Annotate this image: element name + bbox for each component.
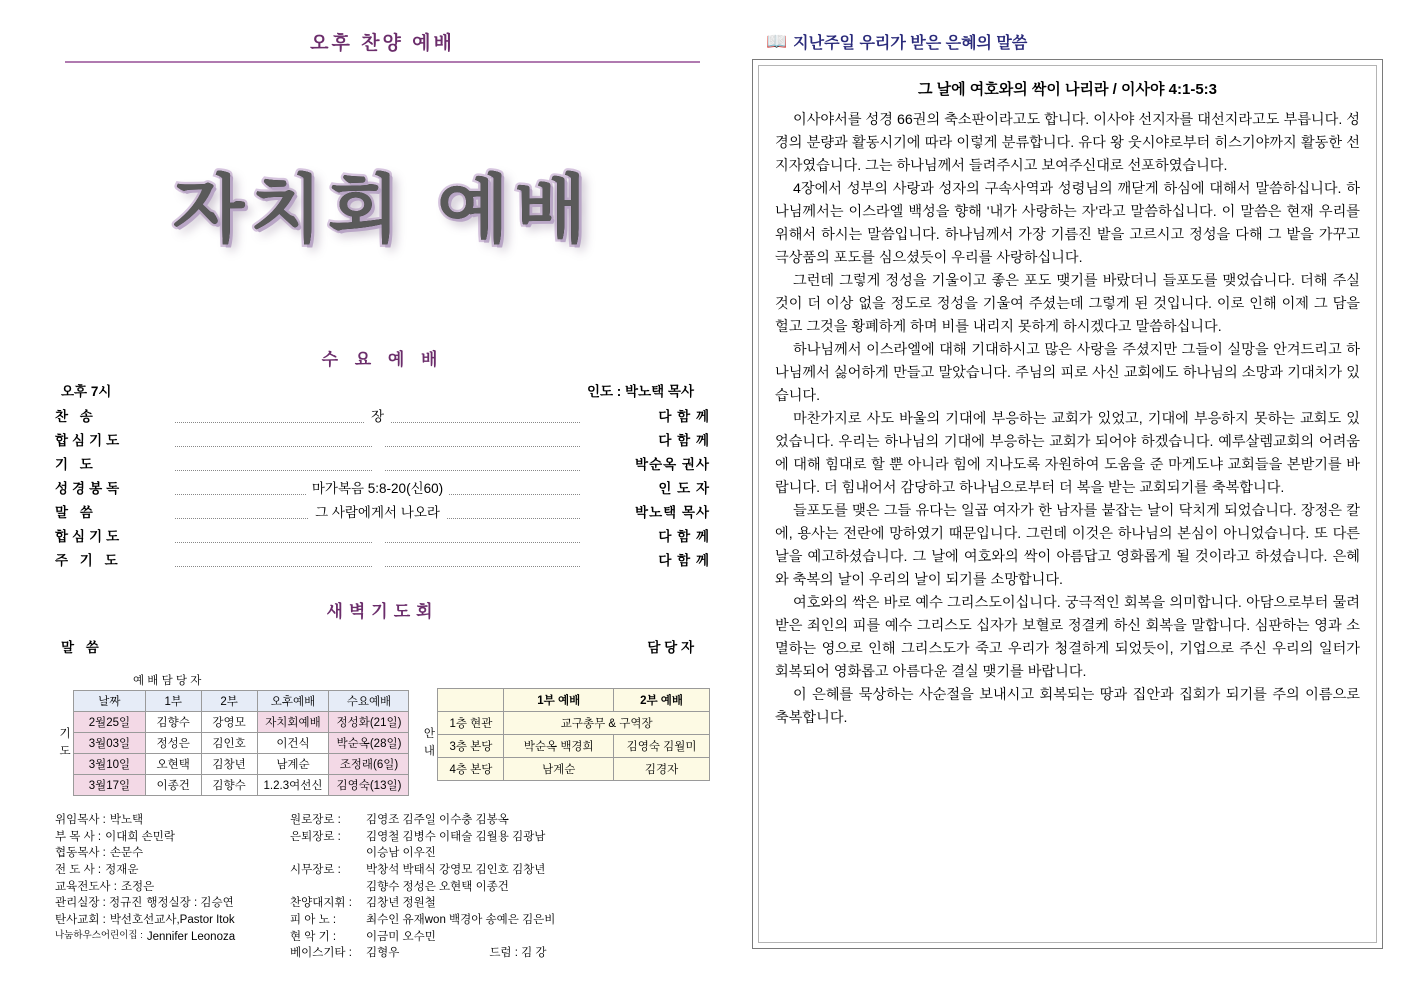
staff-names: 김향수 정성은 오현택 이종건 bbox=[366, 880, 509, 893]
staff-names: 최수인 유재won 백경아 송예은 김은비 bbox=[366, 914, 556, 927]
sermon-inner bbox=[758, 65, 1377, 943]
order-detail bbox=[175, 547, 580, 571]
order-detail-text bbox=[372, 554, 384, 569]
staff-entry bbox=[55, 812, 274, 829]
afternoon-service-title: 오후 찬양 예배 bbox=[310, 33, 455, 54]
order-detail-text bbox=[372, 434, 384, 449]
staff-names: Jennifer Leonoza bbox=[146, 930, 236, 943]
table-row bbox=[74, 754, 409, 775]
staff-entry bbox=[290, 929, 694, 946]
staff-entry bbox=[55, 929, 274, 946]
staff-names: 이금미 오수민 bbox=[366, 930, 436, 943]
staff-names: 김영조 김주일 이수충 김봉옥 bbox=[366, 814, 509, 826]
order-detail-text bbox=[372, 530, 384, 545]
wednesday-header bbox=[55, 380, 710, 403]
sermon-body bbox=[775, 109, 1360, 730]
banner-title: 자치회 예배 bbox=[172, 167, 593, 253]
cell-wednesday: 정성화(21일) bbox=[329, 712, 409, 733]
right-column bbox=[740, 0, 1403, 992]
order-row bbox=[55, 451, 710, 475]
sermon-paragraph: 여호와의 싹은 바로 예수 그리스도이십니다. 궁극적인 회복을 의미합니다. 아담으로부터 물려받은 죄인의 피를 예수 그리스도 십자가 보혈로 정결케 하신 회복을 말합니다. 심판하는 영과 소멸하는 영으로 인해 그리스도가 죽고 우리가 청결하게 되었듯이, 기업으로 주신 우리의 일터가 회복되어 영화롭고 아름다운 결실 맺기를 바랍니다. bbox=[775, 595, 1360, 680]
cell-second: 김향수 bbox=[201, 775, 257, 796]
col-afternoon: 오후예배 bbox=[257, 691, 329, 712]
staff-role bbox=[290, 879, 362, 896]
cell-floor: 4층 본당 bbox=[438, 758, 504, 781]
schedule-section bbox=[55, 672, 710, 796]
staff-names: 박선호선교사,Pastor Itok bbox=[109, 914, 235, 927]
dawn-prayer-header bbox=[55, 632, 710, 660]
order-detail-text: 그 사람에게서 나오라 bbox=[309, 505, 446, 520]
guide-vertical-label: 안내 bbox=[422, 727, 435, 762]
col-first: 1부 bbox=[145, 691, 201, 712]
staff-role: 베이스기타 : bbox=[290, 947, 352, 960]
table-header-row bbox=[438, 689, 710, 712]
staff-entry bbox=[290, 895, 694, 912]
staff-entry bbox=[290, 829, 694, 846]
staff-role: 나눔하우스어린이집 : bbox=[55, 929, 143, 941]
staff-entry bbox=[55, 912, 274, 929]
cell-duty: 교구총무 & 구역장 bbox=[504, 712, 710, 735]
order-detail-text: 마가복음 5:8-20(신60) bbox=[306, 481, 449, 496]
staff-role: 원로장로 : bbox=[290, 814, 341, 826]
order-person: 다 함 께 bbox=[658, 433, 710, 448]
staff-names: 조정은 bbox=[120, 880, 155, 893]
staff-role: 은퇴장로 : bbox=[290, 830, 341, 843]
table-header-row bbox=[74, 691, 409, 712]
wednesday-service-title: 수 요 예 배 bbox=[321, 350, 444, 369]
cell-date: 2월25일 bbox=[74, 712, 146, 733]
staff-names: 박창석 박태식 강영모 김인호 김창년 bbox=[366, 864, 546, 877]
order-detail bbox=[175, 499, 580, 523]
order-label: 기 도 bbox=[55, 457, 97, 472]
table-row bbox=[438, 735, 710, 758]
order-label: 합심기도 bbox=[55, 433, 124, 448]
cell-second: 김인호 bbox=[201, 733, 257, 754]
cell-afternoon: 남계순 bbox=[257, 754, 329, 775]
staff-role: 전 도 사 : bbox=[55, 864, 102, 877]
sermon-paragraph: 마찬가지로 사도 바울의 기대에 부응하는 교회가 있었고, 기대에 부응하지 못하는 교회도 있었습니다. 우리는 하나님의 기대에 부응하는 교회가 되어야 하겠습니다. 예루살렘교회의 어려움에 대해 힘대로 할 뿐 아니라 힘에 지나도록 자원하여 도움을 준 마게도냐 교회들을 본받기를 바랍니다. 더 힘내어서 감당하고 하나님으로부터 더 복을 받는 교회되기를 축복합니다. bbox=[775, 411, 1360, 496]
staff-entry bbox=[290, 912, 694, 929]
worship-duty-block bbox=[55, 672, 409, 796]
staff-names: 이대희 손민락 bbox=[105, 830, 175, 843]
staff-role: 탄사교회 : bbox=[55, 914, 106, 927]
order-row bbox=[55, 523, 710, 547]
order-detail bbox=[175, 475, 580, 499]
col-date: 날짜 bbox=[74, 691, 146, 712]
cell-second-service: 김영숙 김월미 bbox=[614, 735, 710, 758]
staff-entry bbox=[290, 862, 694, 879]
cell-date: 3월03일 bbox=[74, 733, 146, 754]
col-wednesday: 수요예배 bbox=[329, 691, 409, 712]
staff-role: 관리실장 : 정규진 bbox=[55, 897, 143, 910]
schedule-caption: 예 배 담 당 자 bbox=[133, 675, 202, 687]
sermon-paragraph: 들포도를 맺은 그들 유다는 일곱 여자가 한 남자를 붙잡는 날이 닥치게 되었습니다. 장정은 칼에, 용사는 전란에 망하였기 때문입니다. 그런데 이것은 하나님의 본심이 아니었습니다. 또 다른 날을 예고하셨습니다. 그 날에 여호와의 싹이 아름답고 영화롭게 될 것이라고 하셨습니다. 은혜와 축복의 날이 우리의 날이 되기를 소망합니다. bbox=[775, 503, 1360, 588]
cell-first-service: 박순옥 백경희 bbox=[504, 735, 614, 758]
order-row bbox=[55, 403, 710, 427]
cell-afternoon: 자치회예배 bbox=[257, 712, 329, 733]
cell-second: 강영모 bbox=[201, 712, 257, 733]
table-row bbox=[74, 712, 409, 733]
col-second: 2부 bbox=[201, 691, 257, 712]
staff-names: 김창년 정원철 bbox=[366, 897, 436, 910]
staff-role: 협동목사 : bbox=[55, 847, 106, 860]
cell-first: 김향수 bbox=[145, 712, 201, 733]
staff-names: 박노택 bbox=[109, 814, 144, 826]
sermon-paragraph: 이 은혜를 묵상하는 사순절을 보내시고 회복되는 땅과 집안과 집회가 되기를 주의 이름으로 축복합니다. bbox=[775, 687, 1360, 726]
banner-area bbox=[55, 89, 710, 319]
staff-role: 시무장로 : bbox=[290, 864, 341, 877]
sermon-paragraph: 하나님께서 이스라엘에 대해 기대하시고 많은 사랑을 주셨지만 그들이 실망을 안겨드리고 하나님께서 싫어하게 만들고 말았습니다. 주님의 피로 사신 교회에도 하나님의 소망과 기대치가 있습니다. bbox=[775, 342, 1360, 404]
table-row bbox=[438, 712, 710, 735]
dawn-label: 말 씀 bbox=[61, 640, 103, 655]
order-label: 말 씀 bbox=[55, 505, 97, 520]
cell-wednesday: 박순옥(28일) bbox=[329, 733, 409, 754]
worship-duty-table bbox=[73, 690, 409, 796]
staff-column-left bbox=[55, 812, 290, 962]
dawn-person-header: 담 당 자 bbox=[647, 640, 694, 655]
cell-date: 3월17일 bbox=[74, 775, 146, 796]
staff-entry bbox=[55, 895, 274, 912]
staff-entry bbox=[55, 862, 274, 879]
order-label: 찬 송 bbox=[55, 409, 97, 424]
order-row bbox=[55, 499, 710, 523]
cell-first: 오현택 bbox=[145, 754, 201, 775]
cell-first: 정성은 bbox=[145, 733, 201, 754]
sermon-paragraph: 이사야서를 성경 66권의 축소판이라고도 합니다. 이사야 선지자를 대선지라고도 부릅니다. 성경의 분량과 활동시기에 따라 이렇게 분류합니다. 유다 왕 웃시야로부터 히스기야까지 활동한 선지자였습니다. 그는 하나님께서 들려주시고 보여주신대로 선포하였습니다. bbox=[775, 112, 1360, 174]
staff-names: 김형우 bbox=[366, 947, 400, 960]
staff-entry bbox=[290, 812, 694, 829]
wednesday-leader: 인도 : 박노택 목사 bbox=[586, 384, 694, 399]
order-detail bbox=[175, 523, 580, 547]
book-icon: 📖 bbox=[766, 31, 788, 51]
schedule-vertical-label: 기도 bbox=[58, 726, 70, 762]
wednesday-time: 오후 7시 bbox=[61, 384, 112, 399]
cell-second-service: 김경자 bbox=[614, 758, 710, 781]
cell-floor: 3층 본당 bbox=[438, 735, 504, 758]
order-detail-text: 장 bbox=[365, 409, 390, 424]
staff-drum: 드럼 : 김 강 bbox=[489, 947, 547, 960]
usher-table bbox=[437, 688, 710, 781]
order-person: 박순옥 권사 bbox=[635, 457, 710, 472]
wednesday-order-table bbox=[55, 403, 710, 571]
staff-names: 김영철 김병수 이태술 김월용 김광남 bbox=[366, 830, 546, 843]
divider-top bbox=[65, 61, 700, 63]
staff-names: 행정실장 : 김승연 bbox=[146, 897, 234, 910]
staff-entry bbox=[290, 845, 694, 862]
order-person: 다 함 께 bbox=[658, 553, 710, 568]
staff-role: 현 악 기 : bbox=[290, 930, 337, 943]
cell-floor: 1층 현관 bbox=[438, 712, 504, 735]
order-detail bbox=[175, 427, 580, 451]
staff-directory bbox=[55, 812, 710, 962]
table-row bbox=[74, 775, 409, 796]
sermon-title: 그 날에 여호와의 싹이 나리라 / 이사야 4:1-5:3 bbox=[917, 81, 1218, 98]
order-label: 합심기도 bbox=[55, 529, 124, 544]
cell-first-service: 남계순 bbox=[504, 758, 614, 781]
sermon-paragraph: 4장에서 성부의 사랑과 성자의 구속사역과 성령님의 깨닫게 하심에 대해서 말씀하십니다. 하나님께서는 이스라엘 백성을 향해 '내가 사랑하는 자'라고 말씀하십니다. 이 말씀은 현재 우리를 위해서 하시는 말씀입니다. 하나님께서 가장 기름진 밭을 고르시고 정성을 다해 그 밭을 가꾸고 극상품의 포도를 심으셨듯이 우리를 사랑하십니다. bbox=[775, 181, 1360, 266]
staff-entry bbox=[290, 879, 694, 896]
staff-names: 정재운 bbox=[105, 864, 139, 877]
staff-role bbox=[290, 845, 362, 862]
staff-role: 찬양대지휘 : bbox=[290, 897, 352, 910]
cell-first: 이종건 bbox=[145, 775, 201, 796]
col-floor bbox=[438, 689, 504, 712]
order-person: 다 함 께 bbox=[658, 409, 710, 424]
usher-block bbox=[419, 688, 710, 781]
col-first-service: 1부 예배 bbox=[504, 689, 614, 712]
staff-role: 피 아 노 : bbox=[290, 914, 337, 927]
sermon-header bbox=[752, 30, 1383, 53]
cell-afternoon: 1.2.3여선신 bbox=[257, 775, 329, 796]
order-detail-text bbox=[372, 458, 384, 473]
table-row bbox=[438, 758, 710, 781]
order-row bbox=[55, 547, 710, 571]
cell-date: 3월10일 bbox=[74, 754, 146, 775]
order-row bbox=[55, 427, 710, 451]
staff-names: 손문수 bbox=[109, 847, 144, 860]
order-detail bbox=[175, 403, 580, 427]
staff-role: 교육전도사 : bbox=[55, 880, 117, 893]
col-second-service: 2부 예배 bbox=[614, 689, 710, 712]
cell-afternoon: 이건식 bbox=[257, 733, 329, 754]
staff-role: 위임목사 : bbox=[55, 814, 106, 826]
order-row bbox=[55, 475, 710, 499]
dawn-prayer-title: 새벽기도회 bbox=[326, 602, 439, 621]
order-person: 인 도 자 bbox=[658, 481, 710, 496]
staff-column-right bbox=[290, 812, 710, 962]
sermon-box bbox=[752, 59, 1383, 949]
sermon-header-text: 지난주일 우리가 받은 은혜의 말씀 bbox=[793, 35, 1028, 52]
order-person: 박노택 목사 bbox=[635, 505, 710, 520]
order-person: 다 함 께 bbox=[658, 529, 710, 544]
staff-names: 이승남 이우진 bbox=[366, 847, 436, 860]
staff-entry bbox=[290, 945, 694, 962]
staff-entry bbox=[55, 845, 274, 862]
order-label: 성경봉독 bbox=[55, 481, 124, 496]
cell-wednesday: 김영숙(13일) bbox=[329, 775, 409, 796]
table-row bbox=[74, 733, 409, 754]
staff-role: 부 목 사 : bbox=[55, 830, 102, 843]
staff-entry bbox=[55, 879, 274, 896]
cell-second: 김창년 bbox=[201, 754, 257, 775]
order-label: 주 기 도 bbox=[55, 553, 122, 568]
staff-entry bbox=[55, 829, 274, 846]
sermon-paragraph: 그런데 그렇게 정성을 기울이고 좋은 포도 맺기를 바랐더니 들포도를 맺었습니다. 더해 주실 것이 더 이상 없을 정도로 정성을 기울여 주셨는데 그렇게 된 것입니다. 이로 인해 이제 그 담을 헐고 그것을 황폐하게 하며 비를 내리지 못하게 하시겠다고 말씀하십니다. bbox=[775, 273, 1360, 335]
cell-wednesday: 조정래(6일) bbox=[329, 754, 409, 775]
order-detail bbox=[175, 451, 580, 475]
